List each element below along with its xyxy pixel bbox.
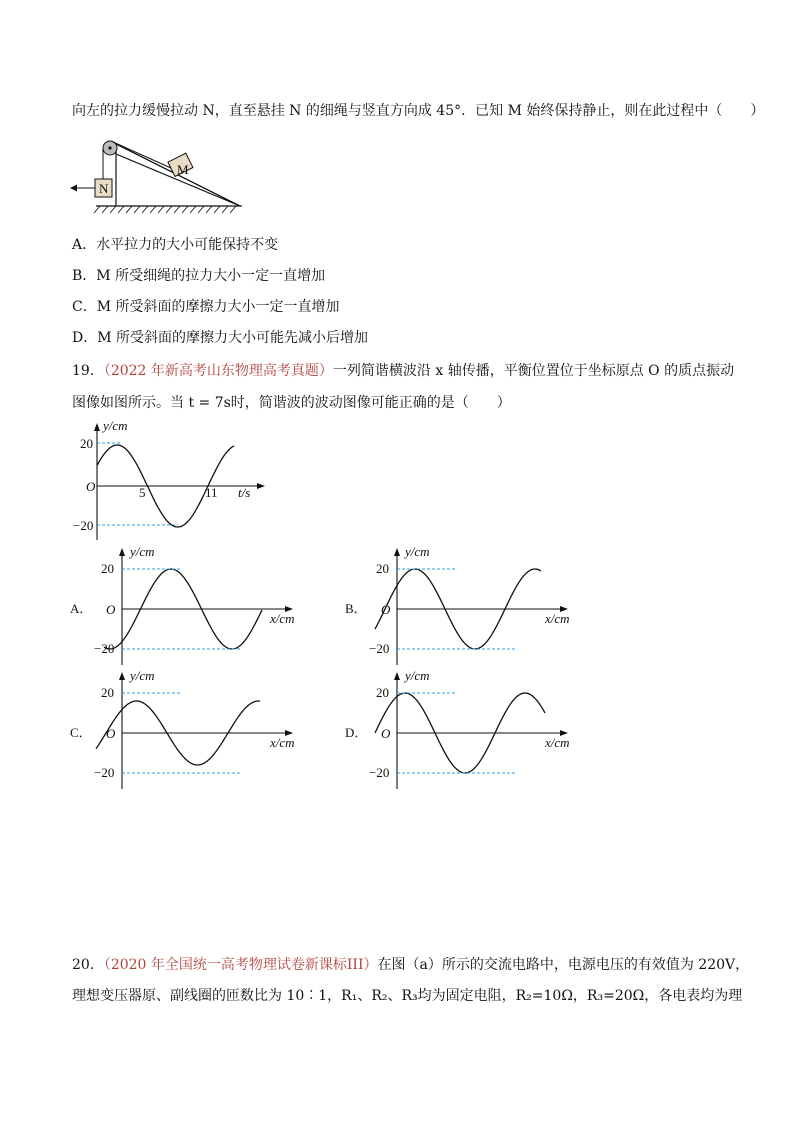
graph-ylabel: y/cm xyxy=(405,668,430,683)
graph-xlabel: x/cm xyxy=(545,735,570,750)
graph-y-pos: 20 xyxy=(101,685,114,700)
question-20-line2: 理想变压器原、副线圈的匝数比为 10∶1，R₁、R₂、R₃均为固定电阻，R₂=10Ω，R₃=20Ω，各电表均为理 xyxy=(72,988,743,1004)
q18-option-d: D．M 所受斜面的摩擦力大小可能先减小后增加 xyxy=(72,330,369,346)
y-axis-arrow-icon xyxy=(94,423,100,431)
option-letter: A． xyxy=(70,601,93,616)
graph-ylabel: y/cm xyxy=(130,544,155,559)
q18-option-b: B．M 所受细绳的拉力大小一定一直增加 xyxy=(72,268,326,284)
graph-origin: O xyxy=(381,602,391,617)
option-letter: C． xyxy=(70,725,92,740)
x-axis-arrow-icon xyxy=(257,483,265,489)
graph-y-neg: −20 xyxy=(94,765,115,780)
y-axis-arrow-icon xyxy=(119,672,125,680)
question-19-line2: 图像如图所示。当 t = 7s时，简谐波的波动图像可能正确的是（ ） xyxy=(72,395,511,411)
graph-y-pos: 20 xyxy=(376,685,389,700)
option-letter: B． xyxy=(345,601,367,616)
option-a-graph[interactable] xyxy=(70,543,310,668)
graph-xlabel: x/cm xyxy=(270,735,295,750)
option-c-graph[interactable] xyxy=(70,667,310,792)
graph-xlabel: t/s xyxy=(238,485,251,500)
q18-option-c: C．M 所受斜面的摩擦力大小一定一直增加 xyxy=(72,299,340,315)
question-number: 20． xyxy=(72,957,104,973)
graph-y-pos: 20 xyxy=(80,436,93,451)
graph-origin: O xyxy=(86,479,96,494)
graph-y-neg: −20 xyxy=(369,765,390,780)
graph-y-pos: 20 xyxy=(376,561,389,576)
option-d-graph[interactable] xyxy=(345,667,585,792)
question-19-line1 xyxy=(72,361,734,381)
question-text: 一列简谐横波沿 x 轴传播，平衡位置位于坐标原点 O 的质点振动 xyxy=(332,363,735,379)
graph-tick-11: 11 xyxy=(205,485,218,500)
question-source: （2022 年新高考山东物理高考真题） xyxy=(103,363,333,379)
y-axis-arrow-icon xyxy=(394,548,400,556)
incline-pulley-figure xyxy=(64,136,254,216)
graph-ylabel: y/cm xyxy=(103,418,128,433)
question-18-continuation: 向左的拉力缓慢拉动 N，直至悬挂 N 的细绳与竖直方向成 45°．已知 M 始终保持静止，则在此过程中（ ） xyxy=(72,103,765,119)
left-arrow-icon xyxy=(70,185,77,192)
y-axis-arrow-icon xyxy=(394,672,400,680)
graph-origin: O xyxy=(106,602,116,617)
graph-ylabel: y/cm xyxy=(130,668,155,683)
graph-xlabel: x/cm xyxy=(270,611,295,626)
graph-y-neg: −20 xyxy=(94,641,115,656)
graph-origin: O xyxy=(106,726,116,741)
block-m-label: M xyxy=(177,162,189,177)
graph-origin: O xyxy=(381,726,391,741)
option-b-graph[interactable] xyxy=(345,543,585,668)
graph-y-neg: −20 xyxy=(73,518,94,533)
block-n-label: N xyxy=(99,181,109,196)
question-source: （2020 年全国统一高考物理试卷新课标III） xyxy=(103,957,378,973)
graph-tick-5: 5 xyxy=(139,485,146,500)
y-axis-arrow-icon xyxy=(119,548,125,556)
q18-option-a: A．水平拉力的大小可能保持不变 xyxy=(72,237,279,253)
option-letter: D． xyxy=(345,725,368,740)
question-text: 在图（a）所示的交流电路中，电源电压的有效值为 220V， xyxy=(377,957,750,973)
graph-y-neg: −20 xyxy=(369,641,390,656)
question-number: 19． xyxy=(72,363,104,379)
graph-y-pos: 20 xyxy=(101,561,114,576)
graph-xlabel: x/cm xyxy=(545,611,570,626)
graph-ylabel: y/cm xyxy=(405,544,430,559)
question-20-line1 xyxy=(72,955,749,975)
